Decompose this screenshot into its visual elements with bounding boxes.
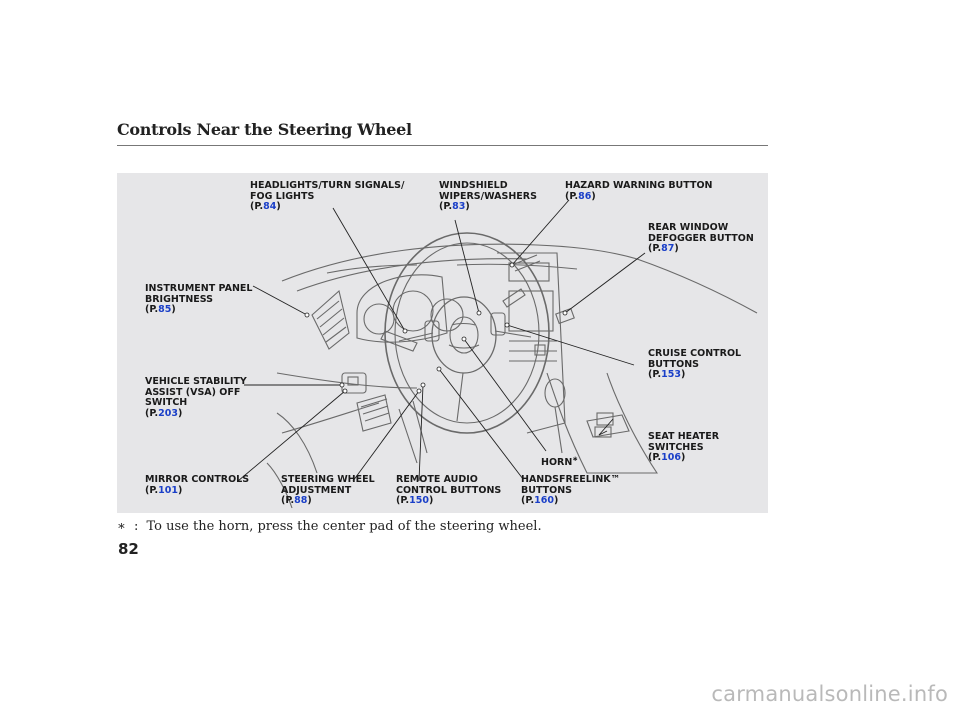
label-line: STEERING WHEEL: [281, 474, 375, 485]
label-rear-defogger: REAR WINDOW DEFOGGER BUTTON (P.87): [648, 222, 754, 254]
label-mirror: MIRROR CONTROLS (P.101): [145, 474, 250, 496]
label-line: MIRROR CONTROLS: [145, 474, 250, 485]
page-number: 82: [118, 540, 139, 558]
label-line: SEAT HEATER: [648, 431, 720, 442]
label-line: HANDSFREELINK™: [521, 474, 621, 485]
label-line: FOG LIGHTS: [250, 190, 315, 202]
label-line: HEADLIGHTS/TURN SIGNALS/: [250, 180, 405, 191]
label-line: ADJUSTMENT: [281, 484, 352, 496]
label-headlights: HEADLIGHTS/TURN SIGNALS/ FOG LIGHTS (P.84): [250, 180, 405, 212]
label-hazard: HAZARD WARNING BUTTON (P.86): [565, 180, 713, 202]
page-ref-link[interactable]: 101: [158, 484, 179, 496]
page-ref-link[interactable]: 203: [158, 407, 179, 419]
label-cruise-control: CRUISE CONTROL BUTTONS (P.153): [648, 348, 742, 380]
label-line: VEHICLE STABILITY: [145, 376, 247, 387]
label-wipers: WINDSHIELD WIPERS/WASHERS (P.83): [439, 180, 537, 212]
label-vsa: VEHICLE STABILITY ASSIST (VSA) OFF SWITCH (P.203): [145, 376, 247, 419]
watermark-text: carmanualsonline.info: [711, 682, 948, 706]
label-line: BUTTONS: [521, 484, 573, 496]
label-steering-adjust: STEERING WHEEL ADJUSTMENT (P.88): [281, 474, 375, 506]
label-line: SWITCHES: [648, 441, 704, 453]
label-line: HAZARD WARNING BUTTON: [565, 180, 713, 191]
label-line: CRUISE CONTROL: [648, 348, 742, 359]
label-line: INSTRUMENT PANEL: [145, 283, 253, 294]
footnote-mark: ∗: [572, 455, 579, 463]
label-horn: HORN∗: [541, 455, 579, 469]
page-ref-link[interactable]: 88: [294, 495, 308, 506]
label-line: BUTTONS: [648, 358, 700, 370]
label-line: WINDSHIELD: [439, 180, 508, 191]
page-ref-link[interactable]: 150: [409, 495, 430, 506]
label-instrument-panel: INSTRUMENT PANEL BRIGHTNESS (P.85): [145, 283, 253, 315]
horn-footnote: [117, 519, 542, 534]
page-ref-link[interactable]: 86: [578, 190, 592, 202]
page-title: Controls Near the Steering Wheel: [117, 120, 412, 139]
footnote-mark: ∗: [117, 519, 126, 534]
label-line: BRIGHTNESS: [145, 293, 214, 305]
page-ref-link[interactable]: 106: [661, 452, 682, 463]
footnote-separator: :: [133, 519, 139, 534]
label-line: REMOTE AUDIO: [396, 474, 478, 485]
page-ref-link[interactable]: 84: [263, 201, 277, 212]
page-ref-link[interactable]: 153: [661, 369, 682, 380]
label-seat-heater: SEAT HEATER SWITCHES (P.106): [648, 431, 720, 463]
label-line: DEFOGGER BUTTON: [648, 232, 754, 244]
page-ref-link[interactable]: 85: [158, 304, 172, 315]
label-remote-audio: REMOTE AUDIO CONTROL BUTTONS (P.150): [396, 474, 502, 506]
label-handsfreelink: HANDSFREELINK™ BUTTONS (P.160): [521, 474, 621, 506]
page-ref-link[interactable]: 160: [534, 495, 555, 506]
label-line: ASSIST (VSA) OFF: [145, 386, 241, 398]
diagram-panel: [117, 173, 768, 513]
label-line: REAR WINDOW: [648, 222, 729, 233]
label-line: SWITCH: [145, 397, 188, 408]
label-line: CONTROL BUTTONS: [396, 484, 502, 496]
page-ref-link[interactable]: 83: [452, 201, 466, 212]
title-divider: [117, 145, 768, 146]
page-ref-link[interactable]: 87: [661, 243, 675, 254]
footnote-text: To use the horn, press the center pad of the steering wheel.: [146, 519, 542, 534]
label-line: WIPERS/WASHERS: [439, 190, 537, 202]
